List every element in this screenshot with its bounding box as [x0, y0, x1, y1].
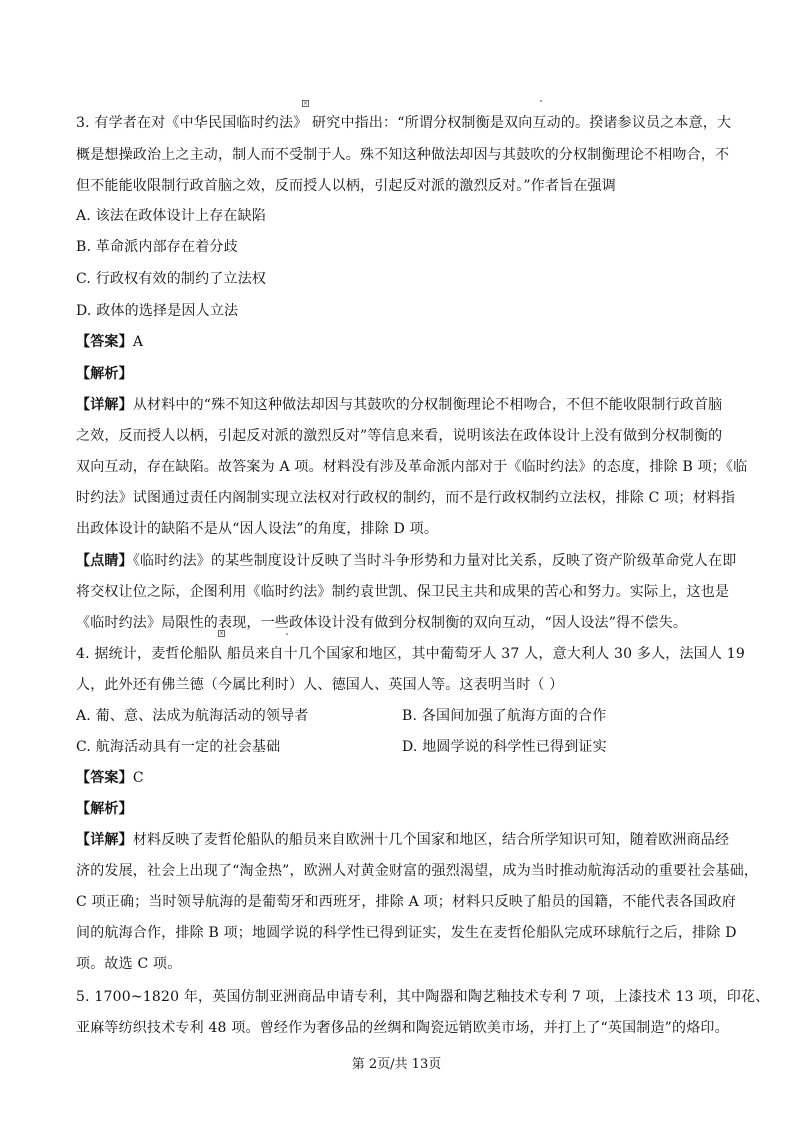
- q3-comment-line-1: [76, 551, 736, 571]
- q3-detail-line-4: 时约法》试图通过责任内阁制实现立法权对行政权的制约，而不是行政权制约立法权，排除 C 项；材料指: [76, 490, 736, 506]
- q3-detail-line-5: 出政体设计的缺陷不是从“因人设法”的角度，排除 D 项。: [76, 521, 439, 537]
- broken-image-icon: ×: [303, 100, 309, 107]
- q4-detail-line-1: [76, 830, 729, 850]
- q4-analysis-label: 【解析】: [76, 801, 133, 817]
- comment-label: 【点睛】: [76, 553, 133, 569]
- q3-analysis-label: 【解析】: [76, 366, 133, 382]
- q5-stem-line-2: 亚麻等纺织技术专利 48 项。曾经作为奢侈品的丝绸和陶瓷远销欧美市场，并打上了“英国制造”的烙印。: [76, 1020, 729, 1036]
- q3-option-a: A. 该法在政体设计上存在缺陷: [76, 208, 267, 224]
- q3-comment-line-2: 将交权让位之际，企图利用《临时约法》制约袁世凯、保卫民主共和成果的苦心和努力。实际上，这也是: [76, 584, 730, 600]
- broken-image-icon: ×: [219, 630, 225, 637]
- q4-option-d: D. 地圆学说的科学性已得到证实: [402, 739, 607, 755]
- q3-stem-line-2: 概是想操政治上之主动，制人而不受制于人。殊不知这种做法却因与其鼓吹的分权制衡理论不相吻合，不: [76, 147, 730, 163]
- q4-options-row-1: [76, 706, 716, 726]
- answer-value: C: [132, 770, 144, 786]
- q4-detail-line-4: 间的航海合作，排除 B 项；地圆学说的科学性已得到证实，发生在麦哲伦船队完成环球航行之后，排除 D: [76, 925, 737, 941]
- q4-stem-line-1: 4. 据统计，麦哲伦船队 船员来自十几个国家和地区，其中葡萄牙人 37 人，意大利人 30 多人，法国人 19: [76, 646, 745, 662]
- q3-answer: [76, 332, 143, 352]
- q3-detail-line-3: 双向互动，存在缺陷。故答案为 A 项。材料没有涉及革命派内部对于《临时约法》的态度，排除 B 项；《临: [76, 459, 748, 475]
- q3-comment-line-3: 《临时约法》局限性的表现，一些政体设计没有做到分权制衡的双向互动，“因人设法”得不偿失。: [76, 615, 688, 631]
- q3-option-b: B. 革命派内部存在着分歧: [76, 239, 238, 255]
- q4-detail-line-3: C 项正确；当时领导航海的是葡萄牙和西班牙，排除 A 项；材料只反映了船员的国籍，不能代表各国政府: [76, 894, 736, 910]
- q4-answer: [76, 768, 144, 788]
- answer-label: 【答案】: [76, 770, 133, 786]
- speck-mark: [540, 100, 542, 102]
- answer-label: 【答案】: [76, 334, 133, 350]
- q4-options-row-2: [76, 737, 716, 757]
- q5-stem-line-1: 5. 1700~1820 年，英国仿制亚洲商品申请专利，其中陶器和陶艺釉技术专利 7 项，上漆技术 13 项，印花、: [76, 989, 770, 1005]
- answer-value: A: [132, 334, 144, 350]
- q4-detail-line-2: 济的发展，社会上出现了“淘金热”，欧洲人对黄金财富的强烈渴望，成为当时推动航海活动的重要社会基础，: [76, 863, 759, 879]
- q4-stem-line-2: 人，此外还有佛兰德（今属比利时）人、德国人、英国人等。这表明当时（ ）: [76, 677, 564, 693]
- q4-detail-line-5: 项。故选 C 项。: [76, 956, 182, 972]
- q3-option-c: C. 行政权有效的制约了立法权: [76, 271, 267, 287]
- detail-text: 材料反映了麦哲伦船队的船员来自欧洲十几个国家和地区，结合所学知识可知，随着欧洲商品经: [132, 832, 730, 848]
- page-number: 第 2页/共 13页: [351, 1057, 442, 1072]
- q4-option-a: A. 葡、意、法成为航海活动的领导者: [76, 708, 309, 724]
- detail-label: 【详解】: [76, 397, 133, 413]
- q3-detail-line-2: 之效，反而授人以柄，引起反对派的激烈反对”等信息来看，说明该法在政体设计上没有做到分权制衡的: [76, 428, 723, 444]
- comment-text: 《临时约法》的某些制度设计反映了当时斗争形势和力量对比关系，反映了资产阶级革命党人在即: [132, 553, 737, 569]
- q3-option-d: D. 政体的选择是因人立法: [76, 303, 239, 319]
- q4-option-c: C. 航海活动具有一定的社会基础: [76, 739, 281, 755]
- detail-label: 【详解】: [76, 832, 133, 848]
- q4-option-b: B. 各国间加强了航海方面的合作: [402, 708, 607, 724]
- speck-mark: [286, 633, 288, 635]
- q3-detail-line-1: [76, 395, 722, 415]
- detail-text: 从材料中的“殊不知这种做法却因与其鼓吹的分权制衡理论不相吻合，不但不能收限制行政首脑: [132, 397, 723, 413]
- q3-stem-line-1: 3. 有学者在对《中华民国临时约法》 研究中指出：“所谓分权制衡是双向互动的。揆诸参议员之本意，大: [76, 115, 732, 131]
- q3-stem-line-3: 但不能能收限制行政首脑之效，反而授人以柄，引起反对派的激烈反对。”作者旨在强调: [76, 178, 616, 194]
